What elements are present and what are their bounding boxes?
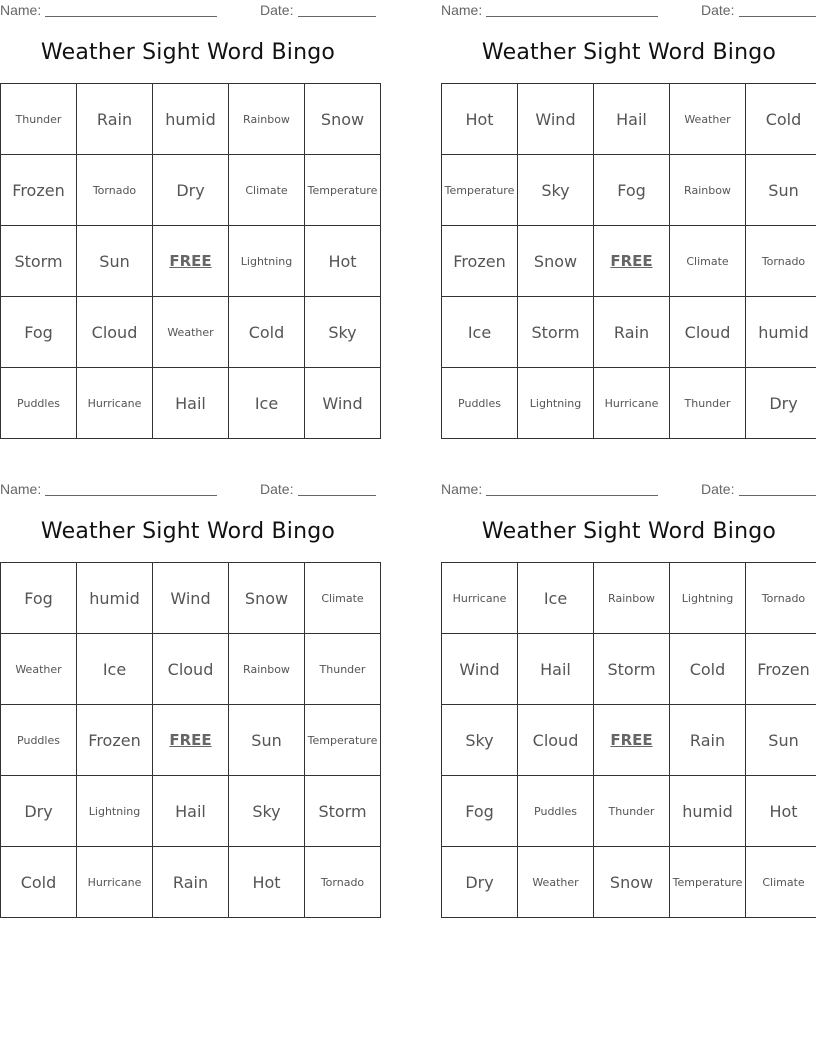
bingo-cell: Hot — [746, 776, 816, 847]
bingo-cell: Climate — [746, 847, 816, 918]
bingo-cell: Ice — [442, 297, 518, 368]
bingo-cell: Rainbow — [670, 155, 746, 226]
bingo-grid — [441, 83, 816, 439]
date-blank-line — [739, 495, 816, 496]
grid-row — [442, 155, 816, 226]
grid-row — [1, 847, 381, 918]
bingo-cell: Dry — [153, 155, 229, 226]
grid-row — [442, 297, 816, 368]
bingo-cell: Frozen — [746, 634, 816, 705]
bingo-cell: Rain — [153, 847, 229, 918]
bingo-cell: Hot — [305, 226, 381, 297]
bingo-cell: Sun — [746, 155, 816, 226]
bingo-cell: Wind — [305, 368, 381, 439]
card-title: Weather Sight Word Bingo — [40, 40, 336, 65]
grid-row — [442, 84, 816, 155]
bingo-cell: Hurricane — [594, 368, 670, 439]
bingo-grid — [441, 562, 816, 918]
grid-row — [1, 297, 381, 368]
bingo-cell: Sky — [442, 705, 518, 776]
bingo-card-3 — [0, 479, 376, 919]
free-space-cell: FREE — [594, 705, 670, 776]
bingo-cell: humid — [670, 776, 746, 847]
bingo-cell: Cold — [229, 297, 305, 368]
bingo-cell: Cloud — [670, 297, 746, 368]
grid-row — [442, 705, 816, 776]
bingo-cell: Storm — [594, 634, 670, 705]
bingo-cell: Hurricane — [442, 563, 518, 634]
date-label: Date: — [260, 481, 294, 497]
bingo-cell: Frozen — [1, 155, 77, 226]
date-label: Date: — [701, 2, 735, 18]
name-blank-line — [45, 16, 217, 17]
bingo-grid — [0, 83, 381, 439]
bingo-card-2 — [441, 0, 816, 440]
bingo-cell: Rain — [594, 297, 670, 368]
bingo-cell: Thunder — [670, 368, 746, 439]
bingo-cell: Storm — [305, 776, 381, 847]
bingo-cell: Sky — [518, 155, 594, 226]
bingo-cell: Ice — [229, 368, 305, 439]
card-title: Weather Sight Word Bingo — [40, 519, 336, 544]
bingo-cell: Fog — [1, 297, 77, 368]
bingo-cell: Lightning — [77, 776, 153, 847]
name-label: Name: — [0, 2, 42, 18]
bingo-cell: Sky — [229, 776, 305, 847]
bingo-cell: Rainbow — [594, 563, 670, 634]
bingo-cell: Hail — [153, 368, 229, 439]
bingo-cell: Snow — [305, 84, 381, 155]
bingo-cell: Dry — [746, 368, 816, 439]
bingo-cell: Rainbow — [229, 84, 305, 155]
bingo-cell: Tornado — [746, 563, 816, 634]
name-blank-line — [45, 495, 217, 496]
grid-row — [1, 776, 381, 847]
bingo-cell: Hail — [153, 776, 229, 847]
name-blank-line — [486, 16, 658, 17]
bingo-cell: Wind — [518, 84, 594, 155]
name-date-header — [0, 481, 376, 499]
bingo-cell: Temperature — [442, 155, 518, 226]
bingo-cell: Lightning — [229, 226, 305, 297]
bingo-cell: Weather — [1, 634, 77, 705]
bingo-cell: Climate — [229, 155, 305, 226]
bingo-cell: Hail — [518, 634, 594, 705]
grid-row — [442, 226, 816, 297]
bingo-cell: Dry — [1, 776, 77, 847]
bingo-cell: Weather — [670, 84, 746, 155]
free-space-cell: FREE — [153, 226, 229, 297]
bingo-cell: Climate — [305, 563, 381, 634]
bingo-card-1 — [0, 0, 376, 440]
grid-row — [442, 847, 816, 918]
bingo-cell: Temperature — [305, 155, 381, 226]
bingo-cell: Wind — [153, 563, 229, 634]
bingo-cell: Tornado — [77, 155, 153, 226]
bingo-cell: Cloud — [77, 297, 153, 368]
free-space-cell: FREE — [153, 705, 229, 776]
bingo-cell: Thunder — [305, 634, 381, 705]
bingo-cell: Cold — [746, 84, 816, 155]
date-blank-line — [298, 16, 376, 17]
card-title: Weather Sight Word Bingo — [481, 519, 777, 544]
card-title: Weather Sight Word Bingo — [481, 40, 777, 65]
grid-row — [442, 776, 816, 847]
bingo-cell: Snow — [229, 563, 305, 634]
bingo-cell: Puddles — [518, 776, 594, 847]
bingo-cell: Frozen — [442, 226, 518, 297]
bingo-cell: Hurricane — [77, 368, 153, 439]
bingo-cell: Fog — [594, 155, 670, 226]
grid-row — [442, 634, 816, 705]
date-label: Date: — [260, 2, 294, 18]
bingo-cell: Tornado — [305, 847, 381, 918]
name-date-header — [0, 2, 376, 20]
bingo-card-4 — [441, 479, 816, 919]
bingo-cell: Cloud — [518, 705, 594, 776]
name-label: Name: — [441, 2, 483, 18]
grid-row — [1, 705, 381, 776]
grid-row — [1, 84, 381, 155]
bingo-cell: Temperature — [670, 847, 746, 918]
bingo-cell: Cold — [1, 847, 77, 918]
bingo-cell: Sun — [77, 226, 153, 297]
name-label: Name: — [0, 481, 42, 497]
bingo-cell: Climate — [670, 226, 746, 297]
grid-row — [1, 368, 381, 439]
bingo-cell: Dry — [442, 847, 518, 918]
bingo-cell: Puddles — [442, 368, 518, 439]
grid-row — [1, 226, 381, 297]
grid-row — [1, 155, 381, 226]
bingo-cell: Lightning — [518, 368, 594, 439]
bingo-cell: Thunder — [594, 776, 670, 847]
bingo-cell: Weather — [518, 847, 594, 918]
name-date-header — [441, 481, 816, 499]
bingo-cell: Hot — [229, 847, 305, 918]
bingo-cell: Cloud — [153, 634, 229, 705]
bingo-cell: Hot — [442, 84, 518, 155]
bingo-cell: Rain — [77, 84, 153, 155]
bingo-cell: Ice — [518, 563, 594, 634]
bingo-cell: Weather — [153, 297, 229, 368]
name-date-header — [441, 2, 816, 20]
bingo-cell: humid — [77, 563, 153, 634]
bingo-cell: Temperature — [305, 705, 381, 776]
bingo-cell: Tornado — [746, 226, 816, 297]
grid-row — [442, 563, 816, 634]
bingo-cell: Wind — [442, 634, 518, 705]
bingo-cell: humid — [153, 84, 229, 155]
bingo-cell: Lightning — [670, 563, 746, 634]
bingo-cell: Rain — [670, 705, 746, 776]
bingo-cell: Cold — [670, 634, 746, 705]
bingo-cell: Storm — [1, 226, 77, 297]
bingo-cell: Fog — [442, 776, 518, 847]
grid-row — [442, 368, 816, 439]
bingo-grid — [0, 562, 381, 918]
name-blank-line — [486, 495, 658, 496]
bingo-cell: Rainbow — [229, 634, 305, 705]
bingo-cell: Sun — [229, 705, 305, 776]
bingo-cell: Ice — [77, 634, 153, 705]
date-label: Date: — [701, 481, 735, 497]
bingo-cell: Storm — [518, 297, 594, 368]
bingo-cell: Puddles — [1, 368, 77, 439]
bingo-cell: Snow — [594, 847, 670, 918]
date-blank-line — [739, 16, 816, 17]
bingo-cell: humid — [746, 297, 816, 368]
date-blank-line — [298, 495, 376, 496]
bingo-cell: Hurricane — [77, 847, 153, 918]
bingo-cell: Thunder — [1, 84, 77, 155]
grid-row — [1, 563, 381, 634]
bingo-cell: Puddles — [1, 705, 77, 776]
name-label: Name: — [441, 481, 483, 497]
free-space-cell: FREE — [594, 226, 670, 297]
bingo-cell: Frozen — [77, 705, 153, 776]
grid-row — [1, 634, 381, 705]
bingo-cell: Snow — [518, 226, 594, 297]
bingo-cell: Hail — [594, 84, 670, 155]
bingo-cell: Fog — [1, 563, 77, 634]
bingo-cell: Sky — [305, 297, 381, 368]
bingo-cell: Sun — [746, 705, 816, 776]
